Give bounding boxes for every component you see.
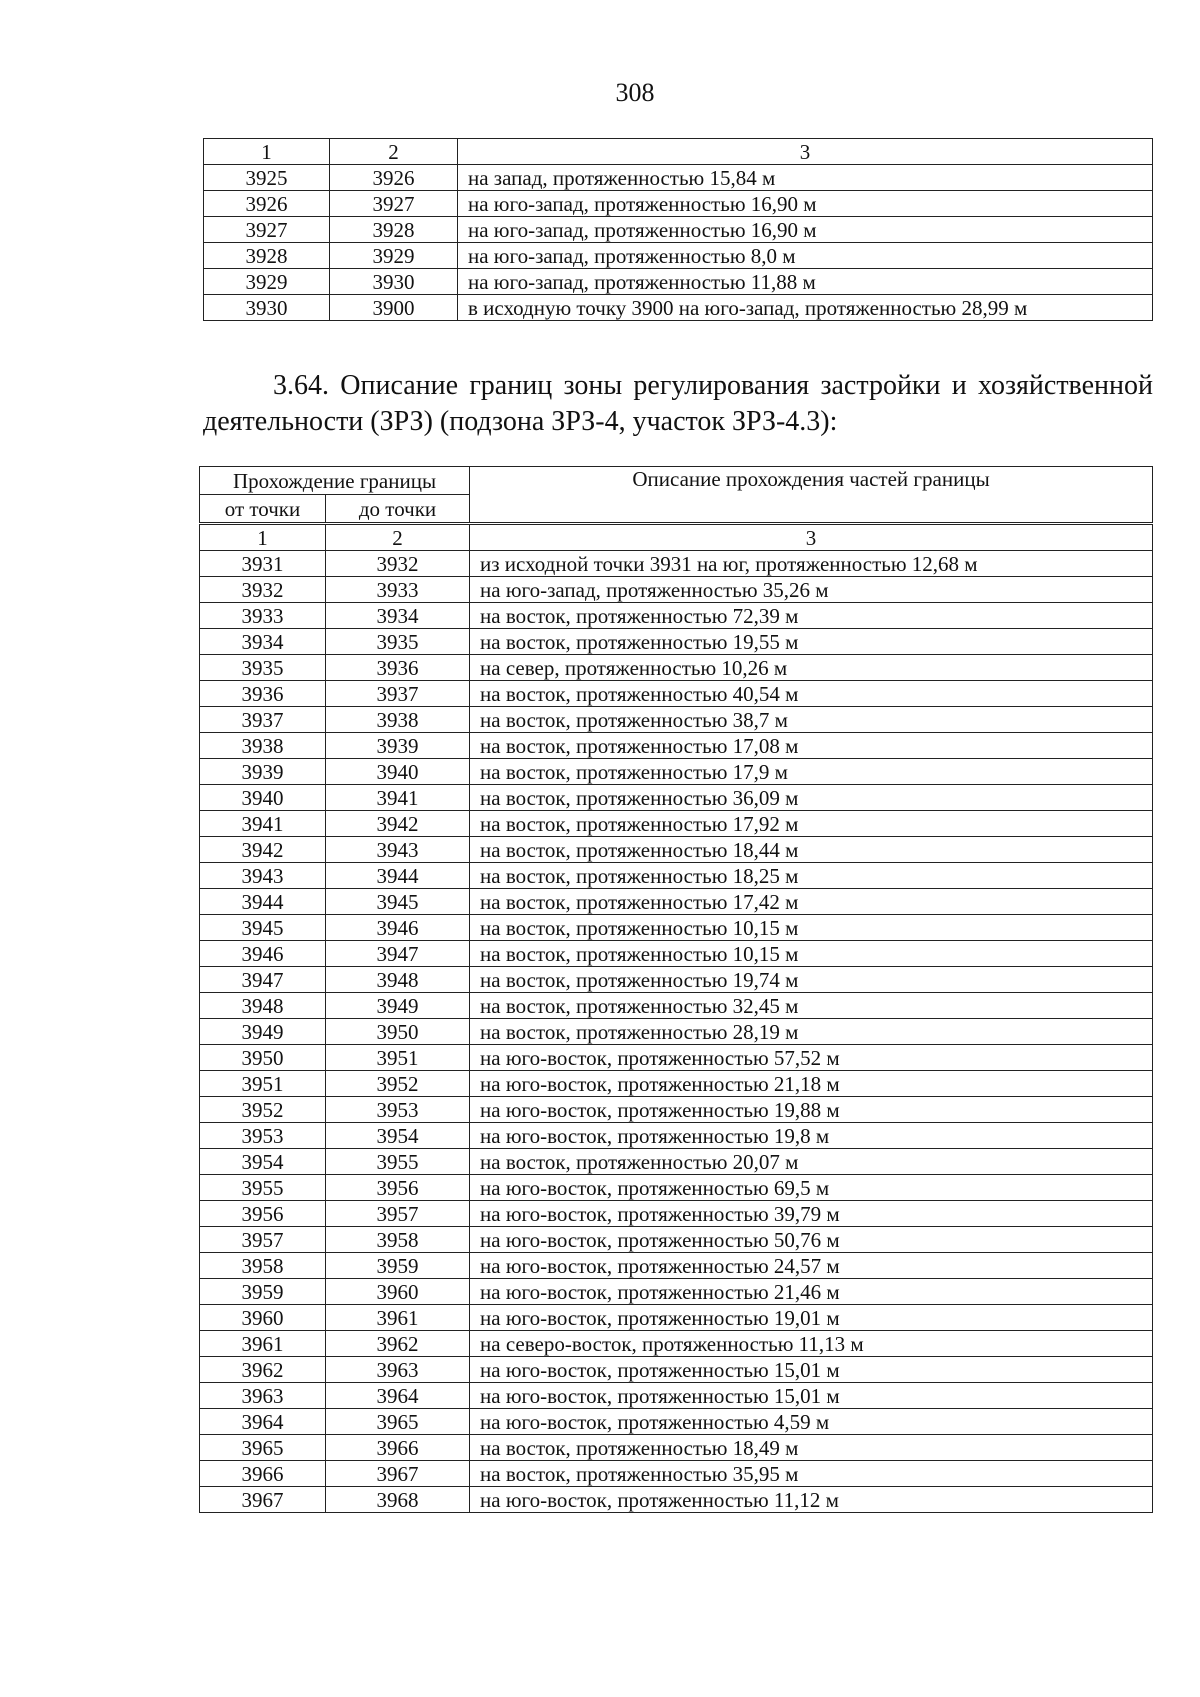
description-cell: на восток, протяженностью 72,39 м — [470, 603, 1153, 629]
to-point-cell: 3933 — [326, 577, 470, 603]
to-point-cell: 3934 — [326, 603, 470, 629]
from-point-cell: 3958 — [200, 1253, 326, 1279]
header-row-group — [200, 467, 1153, 495]
to-point-cell: 3959 — [326, 1253, 470, 1279]
to-point-cell: 3936 — [326, 655, 470, 681]
table-row — [200, 915, 1153, 941]
table-row — [200, 1435, 1153, 1461]
continuation-table — [203, 138, 1153, 321]
description-cell: на юго-восток, протяженностью 19,8 м — [470, 1123, 1153, 1149]
to-point-cell: 3968 — [326, 1487, 470, 1513]
description-cell: на юго-запад, протяженностью 11,88 м — [458, 269, 1153, 295]
table-row — [200, 889, 1153, 915]
description-cell: на юго-восток, протяженностью 19,88 м — [470, 1097, 1153, 1123]
description-cell: на восток, протяженностью 28,19 м — [470, 1019, 1153, 1045]
to-point-cell: 3928 — [330, 217, 458, 243]
header-description: Описание прохождения частей границы — [470, 467, 1153, 524]
to-point-cell: 3949 — [326, 993, 470, 1019]
to-point-cell: 3941 — [326, 785, 470, 811]
from-point-cell: 3951 — [200, 1071, 326, 1097]
from-point-cell: 3932 — [200, 577, 326, 603]
to-point-cell: 3942 — [326, 811, 470, 837]
table-row — [200, 1097, 1153, 1123]
to-point-cell: 3953 — [326, 1097, 470, 1123]
to-point-cell: 3947 — [326, 941, 470, 967]
to-point-cell: 3938 — [326, 707, 470, 733]
to-point-cell: 3946 — [326, 915, 470, 941]
from-point-cell: 3937 — [200, 707, 326, 733]
to-point-cell: 3951 — [326, 1045, 470, 1071]
from-point-cell: 3954 — [200, 1149, 326, 1175]
table-row — [200, 811, 1153, 837]
description-cell: на восток, протяженностью 35,95 м — [470, 1461, 1153, 1487]
from-point-cell: 3963 — [200, 1383, 326, 1409]
from-point-cell: 3952 — [200, 1097, 326, 1123]
header-from-point: от точки — [200, 495, 326, 524]
to-point-cell: 3956 — [326, 1175, 470, 1201]
table-row — [200, 1201, 1153, 1227]
column-number-row — [200, 524, 1153, 551]
description-cell: на восток, протяженностью 18,44 м — [470, 837, 1153, 863]
to-point-cell: 3963 — [326, 1357, 470, 1383]
table-row — [200, 1019, 1153, 1045]
continuation-table-body — [204, 165, 1153, 321]
from-point-cell: 3941 — [200, 811, 326, 837]
page-number: 308 — [615, 78, 655, 107]
to-point-cell: 3935 — [326, 629, 470, 655]
from-point-cell: 3936 — [200, 681, 326, 707]
col-number-3: 3 — [458, 139, 1153, 165]
description-cell: на юго-восток, протяженностью 11,12 м — [470, 1487, 1153, 1513]
from-point-cell: 3943 — [200, 863, 326, 889]
from-point-cell: 3955 — [200, 1175, 326, 1201]
from-point-cell: 3956 — [200, 1201, 326, 1227]
from-point-cell: 3948 — [200, 993, 326, 1019]
from-point-cell: 3962 — [200, 1357, 326, 1383]
table-row — [200, 941, 1153, 967]
column-number-row — [204, 139, 1153, 165]
table-row — [200, 1357, 1153, 1383]
description-cell: на восток, протяженностью 17,08 м — [470, 733, 1153, 759]
to-point-cell: 3929 — [330, 243, 458, 269]
to-point-cell: 3957 — [326, 1201, 470, 1227]
table-row — [204, 243, 1153, 269]
to-point-cell: 3900 — [330, 295, 458, 321]
table-row — [200, 967, 1153, 993]
section-heading — [203, 368, 1153, 440]
table-row — [200, 1227, 1153, 1253]
to-point-cell: 3939 — [326, 733, 470, 759]
col-number-3: 3 — [470, 524, 1153, 551]
table-row — [200, 1045, 1153, 1071]
to-point-cell: 3926 — [330, 165, 458, 191]
to-point-cell: 3954 — [326, 1123, 470, 1149]
table-row — [200, 1253, 1153, 1279]
description-cell: на юго-запад, протяженностью 8,0 м — [458, 243, 1153, 269]
from-point-cell: 3942 — [200, 837, 326, 863]
description-cell: на юго-восток, протяженностью 15,01 м — [470, 1357, 1153, 1383]
table-row — [204, 191, 1153, 217]
from-point-cell: 3925 — [204, 165, 330, 191]
table-row — [200, 1409, 1153, 1435]
to-point-cell: 3952 — [326, 1071, 470, 1097]
table-row — [200, 1305, 1153, 1331]
description-cell: на восток, протяженностью 10,15 м — [470, 915, 1153, 941]
table-row — [200, 759, 1153, 785]
description-cell: на восток, протяженностью 32,45 м — [470, 993, 1153, 1019]
from-point-cell: 3935 — [200, 655, 326, 681]
to-point-cell: 3966 — [326, 1435, 470, 1461]
description-cell: на восток, протяженностью 18,25 м — [470, 863, 1153, 889]
from-point-cell: 3939 — [200, 759, 326, 785]
table-row — [200, 603, 1153, 629]
description-cell: на восток, протяженностью 17,9 м — [470, 759, 1153, 785]
table-row — [200, 681, 1153, 707]
description-cell: на юго-восток, протяженностью 19,01 м — [470, 1305, 1153, 1331]
from-point-cell: 3934 — [200, 629, 326, 655]
table-row — [200, 1331, 1153, 1357]
to-point-cell: 3955 — [326, 1149, 470, 1175]
description-cell: на восток, протяженностью 18,49 м — [470, 1435, 1153, 1461]
from-point-cell: 3960 — [200, 1305, 326, 1331]
table-row — [204, 295, 1153, 321]
table-row — [200, 1123, 1153, 1149]
from-point-cell: 3957 — [200, 1227, 326, 1253]
description-cell: на восток, протяженностью 38,7 м — [470, 707, 1153, 733]
from-point-cell: 3938 — [200, 733, 326, 759]
to-point-cell: 3961 — [326, 1305, 470, 1331]
description-cell: на юго-восток, протяженностью 69,5 м — [470, 1175, 1153, 1201]
from-point-cell: 3928 — [204, 243, 330, 269]
to-point-cell: 3930 — [330, 269, 458, 295]
to-point-cell: 3948 — [326, 967, 470, 993]
description-cell: на восток, протяженностью 10,15 м — [470, 941, 1153, 967]
section-heading-line-1: 3.64. Описание границ зоны регулирования застройки и хозяйственной — [273, 370, 1153, 401]
from-point-cell: 3964 — [200, 1409, 326, 1435]
to-point-cell: 3940 — [326, 759, 470, 785]
table-row — [200, 785, 1153, 811]
description-cell: на юго-восток, протяженностью 15,01 м — [470, 1383, 1153, 1409]
to-point-cell: 3964 — [326, 1383, 470, 1409]
description-cell: на северо-восток, протяженностью 11,13 м — [470, 1331, 1153, 1357]
table-row — [204, 269, 1153, 295]
from-point-cell: 3945 — [200, 915, 326, 941]
from-point-cell: 3940 — [200, 785, 326, 811]
from-point-cell: 3929 — [204, 269, 330, 295]
col-number-1: 1 — [200, 524, 326, 551]
to-point-cell: 3937 — [326, 681, 470, 707]
table-row — [200, 993, 1153, 1019]
to-point-cell: 3944 — [326, 863, 470, 889]
to-point-cell: 3932 — [326, 551, 470, 577]
table-row — [204, 165, 1153, 191]
description-cell: на юго-восток, протяженностью 21,46 м — [470, 1279, 1153, 1305]
to-point-cell: 3962 — [326, 1331, 470, 1357]
table-row — [200, 1175, 1153, 1201]
description-cell: на юго-запад, протяженностью 16,90 м — [458, 217, 1153, 243]
description-cell: на север, протяженностью 10,26 м — [470, 655, 1153, 681]
from-point-cell: 3930 — [204, 295, 330, 321]
col-number-1: 1 — [204, 139, 330, 165]
to-point-cell: 3958 — [326, 1227, 470, 1253]
description-cell: на восток, протяженностью 40,54 м — [470, 681, 1153, 707]
table-row — [200, 707, 1153, 733]
from-point-cell: 3933 — [200, 603, 326, 629]
table-row — [200, 1149, 1153, 1175]
description-cell: из исходной точки 3931 на юг, протяженностью 12,68 м — [470, 551, 1153, 577]
header-to-point: до точки — [326, 495, 470, 524]
boundary-table — [199, 466, 1153, 1513]
description-cell: в исходную точку 3900 на юго-запад, протяженностью 28,99 м — [458, 295, 1153, 321]
col-number-2: 2 — [330, 139, 458, 165]
from-point-cell: 3944 — [200, 889, 326, 915]
to-point-cell: 3927 — [330, 191, 458, 217]
description-cell: на восток, протяженностью 17,92 м — [470, 811, 1153, 837]
table-row — [200, 1461, 1153, 1487]
col-number-2: 2 — [326, 524, 470, 551]
boundary-table-body — [200, 551, 1153, 1513]
from-point-cell: 3966 — [200, 1461, 326, 1487]
table-row — [200, 551, 1153, 577]
description-cell: на юго-восток, протяженностью 50,76 м — [470, 1227, 1153, 1253]
table-row — [204, 217, 1153, 243]
from-point-cell: 3947 — [200, 967, 326, 993]
description-cell: на юго-восток, протяженностью 4,59 м — [470, 1409, 1153, 1435]
description-cell: на запад, протяженностью 15,84 м — [458, 165, 1153, 191]
description-cell: на восток, протяженностью 19,55 м — [470, 629, 1153, 655]
description-cell: на восток, протяженностью 19,74 м — [470, 967, 1153, 993]
from-point-cell: 3967 — [200, 1487, 326, 1513]
table-row — [200, 577, 1153, 603]
from-point-cell: 3926 — [204, 191, 330, 217]
section-heading-line-2: деятельности (ЗРЗ) (подзона ЗРЗ-4, участок ЗРЗ-4.3): — [203, 406, 838, 437]
description-cell: на юго-запад, протяженностью 16,90 м — [458, 191, 1153, 217]
header-boundary-passage: Прохождение границы — [200, 467, 470, 495]
to-point-cell: 3945 — [326, 889, 470, 915]
table-row — [200, 1487, 1153, 1513]
table-row — [200, 655, 1153, 681]
from-point-cell: 3953 — [200, 1123, 326, 1149]
description-cell: на юго-восток, протяженностью 21,18 м — [470, 1071, 1153, 1097]
to-point-cell: 3943 — [326, 837, 470, 863]
from-point-cell: 3950 — [200, 1045, 326, 1071]
description-cell: на юго-восток, протяженностью 57,52 м — [470, 1045, 1153, 1071]
table-row — [200, 863, 1153, 889]
table-row — [200, 837, 1153, 863]
from-point-cell: 3931 — [200, 551, 326, 577]
to-point-cell: 3967 — [326, 1461, 470, 1487]
to-point-cell: 3950 — [326, 1019, 470, 1045]
to-point-cell: 3965 — [326, 1409, 470, 1435]
description-cell: на юго-восток, протяженностью 39,79 м — [470, 1201, 1153, 1227]
from-point-cell: 3959 — [200, 1279, 326, 1305]
to-point-cell: 3960 — [326, 1279, 470, 1305]
from-point-cell: 3949 — [200, 1019, 326, 1045]
from-point-cell: 3927 — [204, 217, 330, 243]
description-cell: на восток, протяженностью 36,09 м — [470, 785, 1153, 811]
description-cell: на восток, протяженностью 20,07 м — [470, 1149, 1153, 1175]
description-cell: на юго-восток, протяженностью 24,57 м — [470, 1253, 1153, 1279]
from-point-cell: 3965 — [200, 1435, 326, 1461]
table-row — [200, 733, 1153, 759]
table-row — [200, 629, 1153, 655]
from-point-cell: 3946 — [200, 941, 326, 967]
table-row — [200, 1383, 1153, 1409]
description-cell: на юго-запад, протяженностью 35,26 м — [470, 577, 1153, 603]
from-point-cell: 3961 — [200, 1331, 326, 1357]
description-cell: на восток, протяженностью 17,42 м — [470, 889, 1153, 915]
table-row — [200, 1071, 1153, 1097]
table-row — [200, 1279, 1153, 1305]
